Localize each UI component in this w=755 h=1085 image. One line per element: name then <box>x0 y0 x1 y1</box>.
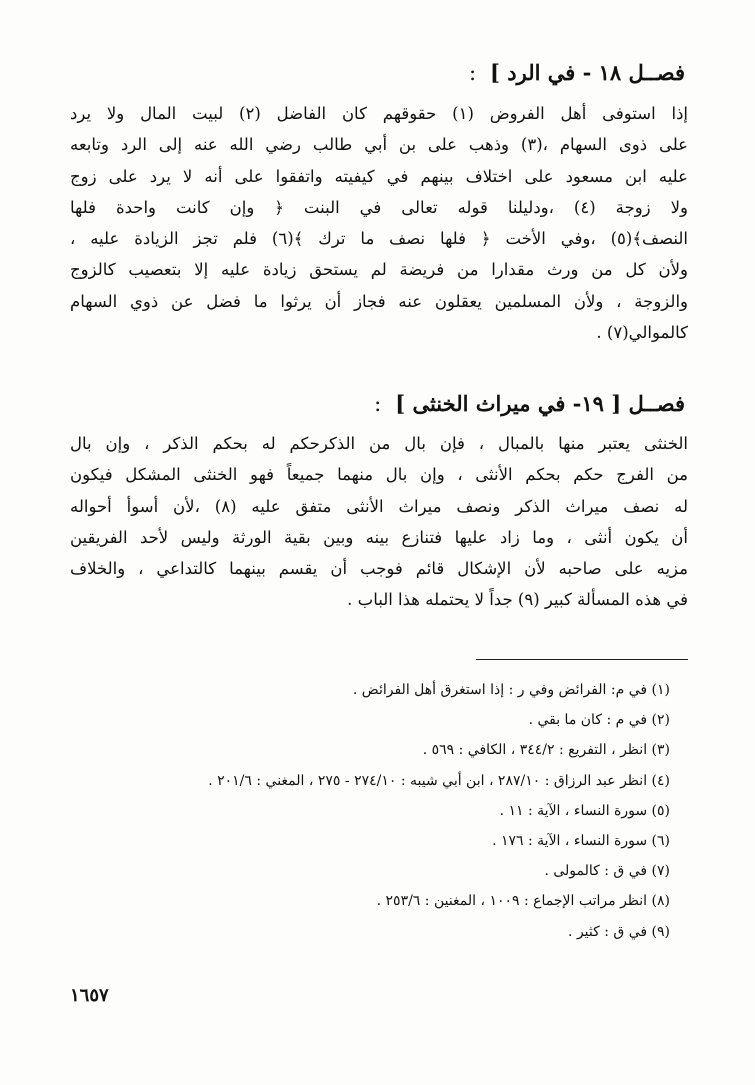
footnote-7: (٧) في ق : كالمولى . <box>544 863 670 880</box>
section-heading-18-colon: : <box>468 61 477 85</box>
paragraph-line: كالموالي(٧) . <box>596 323 688 343</box>
footnote-4: (٤) انظر عبد الرزاق : ٢٨٧/١٠ ، ابن أبي شيبه : ٢٧٤/١٠ - ٢٧٥ ، المغني : ٢٠١/٦ . <box>208 772 670 789</box>
footnote-2: (٢) في م : كان ما بقي . <box>528 712 670 729</box>
paragraph-line: مزيه على صاحبه لأن الإشكال قائم فوجب أن يقسم بينهما كالتداعي ، والخلاف <box>70 559 688 579</box>
page-number: ١٦٥٧ <box>70 985 109 1006</box>
footnote-1: (١) في م: الفرائض وفي ر : إذا استغرق أهل الفرائض . <box>352 682 670 698</box>
footnote-6: (٦) سورة النساء ، الآية : ١٧٦ . <box>492 832 670 849</box>
footnote-divider <box>476 659 688 660</box>
section-heading-18-title: فصــل ١٨ - في الرد ] <box>490 60 685 85</box>
footnote-3: (٣) انظر ، التفريع : ٣٤٤/٢ ، الكافي : ٥٦٩ . <box>422 742 670 759</box>
section-18-paragraph <box>70 98 688 348</box>
paragraph-line: الخنثى يعتبر منها بالمبال ، فإن بال من الذكرحكم له بحكم الذكر ، وإن بال <box>70 434 688 453</box>
paragraph-line: في هذه المسألة كبير (٩) جداً لا يحتمله هذا الباب . <box>347 590 688 610</box>
paragraph-line: والزوجة ، ولأن المسلمين يعقلون عنه فجاز أن يرثوا ما فضل عن ذوي السهام <box>70 291 688 311</box>
paragraph-line: عليه ابن مسعود على اختلاف بينهم في كيفيته واتفقوا على أنه لا يرد على زوج <box>70 166 688 186</box>
paragraph-line: له نصف ميراث الذكر ونصف ميراث الأنثى متفق عليه (٨) ،لأن أسوأ أحواله <box>70 496 688 516</box>
section-heading-19-title: فصــل [ ١٩- في ميراث الخنثى ] <box>395 391 685 416</box>
footnote-9: (٩) في ق : كثير . <box>568 923 670 940</box>
paragraph-line: إذا استوفى أهل الفروض (١) حقوقهم كان الفاضل (٢) لبيت المال ولا يرد <box>70 104 688 123</box>
paragraph-line: من الفرج حكم بحكم الأنثى ، وإن بال منهما جميعاً فهو الخنثى المشكل فيكون <box>70 465 688 485</box>
section-heading-19-colon: : <box>374 392 382 416</box>
section-19-paragraph <box>70 428 688 616</box>
paragraph-line: على ذوى السهام ،(٣) وذهب على بن أبي طالب رضي الله عنه إلى الرد وتابعه <box>70 135 688 155</box>
paragraph-line: النصف﴾(٥) ،وفي الأخت ﴿ فلها نصف ما ترك ﴾(٦) فلم تجز الزيادة عليه ، <box>70 229 688 249</box>
paragraph-line: أن يكون أنثى ، وما زاد عليها فتنازع بينه وبين بقية الورثة وليس لأحد الفريقين <box>70 527 688 547</box>
paragraph-line: ولأن كل من ورث مقدارا من فريضة لم يستحق زيادة عليه إلا بتعصيب كالزوج <box>70 260 688 280</box>
section-heading-19 <box>374 393 685 415</box>
footnote-8: (٨) انظر مراتب الإجماع : ١٠٠٩ ، المغنين : ٢٥٣/٦ . <box>376 893 670 910</box>
paragraph-line: ولا زوجة (٤) ،ودليلنا قوله تعالى في البنت ﴿ وإن كانت واحدة فلها <box>70 197 688 217</box>
footnote-5: (٥) سورة النساء ، الآية : ١١ . <box>499 802 670 819</box>
section-heading-18 <box>469 62 685 84</box>
footnotes <box>70 675 670 947</box>
